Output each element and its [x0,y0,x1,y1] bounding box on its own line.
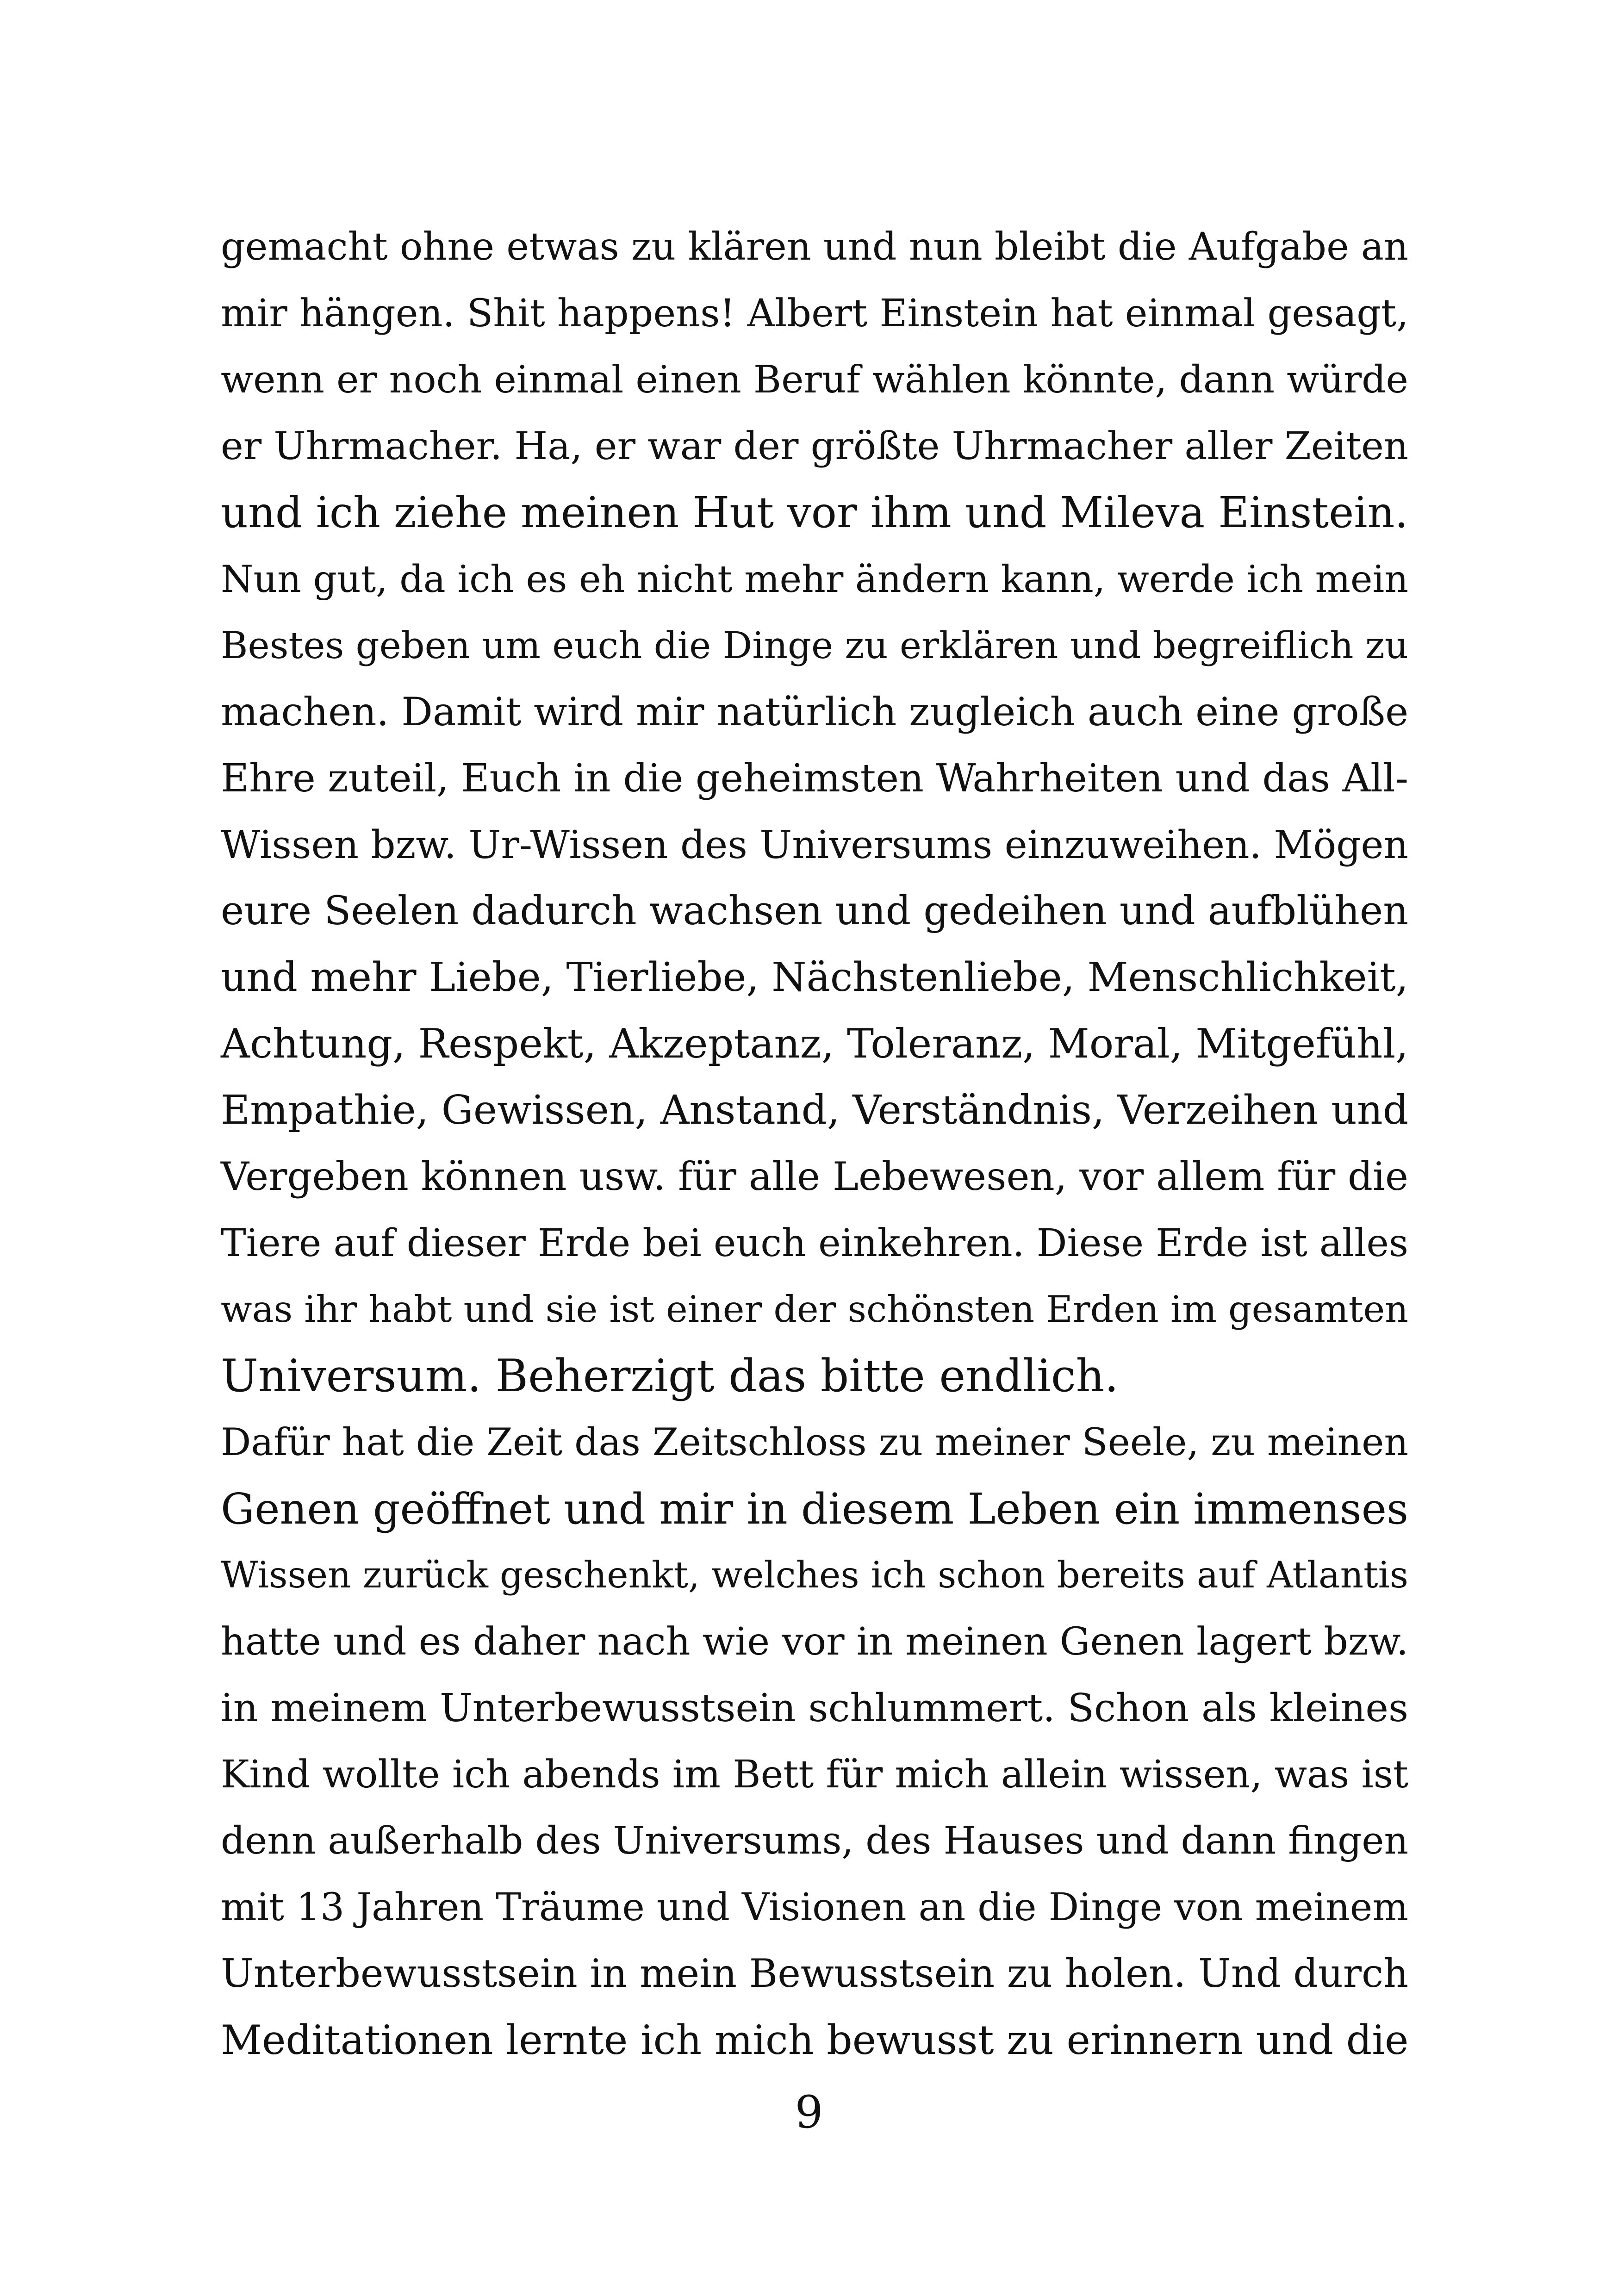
paragraph-2 [221,546,1408,1410]
page-number: 9 [795,2086,823,2138]
text-line: Dafür hat die Zeit das Zeitschloss zu meiner Seele, zu meinen [221,1420,1408,1464]
text-line: hatte und es daher nach wie vor in meinen Genen lagert bzw. [221,1619,1408,1664]
text-line: Meditationen lernte ich mich bewusst zu erinnern und die [221,2016,1409,2064]
text-line: Unterbewusstsein in mein Bewusstsein zu holen. Und durch [221,1951,1409,1996]
text-line: was ihr habt und sie ist einer der schönsten Erden im gesamten [221,1288,1408,1331]
text-line: Bestes geben um euch die Dinge zu erklären und begreiflich zu [221,624,1408,667]
paragraph-3 [221,1409,1408,2073]
text-line: eure Seelen dadurch wachsen und gedeihen und aufblühen [221,888,1408,934]
text-line: denn außerhalb des Universums, des Hauses und dann fingen [221,1819,1408,1863]
text-line: machen. Damit wird mir natürlich zugleich auch eine große [221,689,1409,734]
text-line: mir hängen. Shit happens! Albert Einstein hat einmal gesagt, [221,291,1409,336]
text-line: und ich ziehe meinen Hut vor ihm und Mileva Einstein. [221,488,1408,537]
text-line: Tiere auf dieser Erde bei euch einkehren. Diese Erde ist alles [221,1221,1408,1265]
text-line: Wissen zurück geschenkt, welches ich schon bereits auf Atlantis [221,1554,1408,1596]
text-line: und mehr Liebe, Tierliebe, Nächstenliebe, Menschlichkeit, [221,954,1408,1001]
text-line: Kind wollte ich abends im Bett für mich allein wissen, was ist [221,1752,1408,1797]
text-line: Nun gut, da ich es eh nicht mehr ändern kann, werde ich mein [221,557,1408,601]
text-line: gemacht ohne etwas zu klären und nun bleibt die Aufgabe an [221,225,1408,269]
text-line: Achtung, Respekt, Akzeptanz, Toleranz, Moral, Mitgefühl, [221,1020,1408,1067]
paragraph-1 [221,214,1408,546]
text-line: Ehre zuteil, Euch in die geheimsten Wahrheiten und das All- [221,755,1408,801]
text-line: Universum. Beherzigt das bitte endlich. [221,1350,1119,1402]
text-line: Genen geöffnet und mir in diesem Leben ein immenses [221,1484,1408,1534]
text-line: er Uhrmacher. Ha, er war der größte Uhrmacher aller Zeiten [221,424,1408,468]
body-text [221,214,1408,2073]
text-line: Vergeben können usw. für alle Lebewesen, vor allem für die [221,1154,1408,1199]
text-line: wenn er noch einmal einen Beruf wählen könnte, dann würde [221,358,1408,402]
text-line: Empathie, Gewissen, Anstand, Verständnis, Verzeihen und [221,1087,1408,1133]
text-line: Wissen bzw. Ur-Wissen des Universums einzuweihen. Mögen [221,822,1408,867]
text-line: mit 13 Jahren Träume und Visionen an die Dinge von meinem [221,1885,1408,1929]
text-line: in meinem Unterbewusstsein schlummert. Schon als kleines [221,1685,1408,1730]
